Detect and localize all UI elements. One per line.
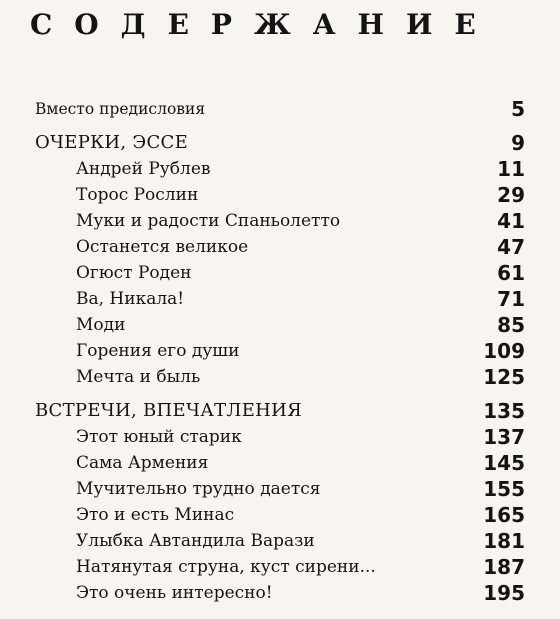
toc-entry xyxy=(0,450,560,476)
toc-entry-title: Огюст Роден xyxy=(76,263,192,283)
toc-entry-title: Этот юный старик xyxy=(76,427,242,447)
toc-section-heading xyxy=(0,398,560,424)
toc-entry-title: Муки и радости Спаньолетто xyxy=(76,211,341,231)
toc-entry-page: 125 xyxy=(483,365,525,389)
toc-entry xyxy=(0,554,560,580)
toc-entry-page: 165 xyxy=(483,503,525,527)
toc-entry xyxy=(0,260,560,286)
toc-entry xyxy=(0,338,560,364)
toc-entry-title: Вместо предисловия xyxy=(35,100,206,118)
toc-entry xyxy=(0,208,560,234)
toc-entry xyxy=(0,580,560,606)
toc-entry-title: ВСТРЕЧИ, ВПЕЧАТЛЕНИЯ xyxy=(35,400,303,421)
toc-entry xyxy=(0,364,560,390)
toc-entry-title: Сама Армения xyxy=(76,453,209,473)
toc-entry xyxy=(0,182,560,208)
toc-entry-page: 71 xyxy=(497,287,525,311)
toc-entry xyxy=(0,286,560,312)
toc-entry-title: Мучительно трудно дается xyxy=(76,479,321,499)
toc-entry-page: 155 xyxy=(483,477,525,501)
page-title: СОДЕРЖАНИЕ xyxy=(30,8,498,41)
toc-entry-page: 29 xyxy=(497,183,525,207)
toc-entry-page: 5 xyxy=(511,97,525,121)
toc-entry xyxy=(0,156,560,182)
toc-entry-title: Моди xyxy=(76,315,126,335)
toc-entry xyxy=(0,476,560,502)
toc-entry-page: 41 xyxy=(497,209,525,233)
toc-entry xyxy=(0,96,560,122)
toc-entry-title: Горения его души xyxy=(76,341,240,361)
toc-entry-title: ОЧЕРКИ, ЭССЕ xyxy=(35,132,189,153)
toc-entry-page: 181 xyxy=(483,529,525,553)
toc-entry xyxy=(0,234,560,260)
toc-entry-title: Ва, Никала! xyxy=(76,289,185,309)
toc-entry-page: 11 xyxy=(497,157,525,181)
toc-entry-page: 9 xyxy=(511,131,525,155)
toc-entry-title: Мечта и быль xyxy=(76,367,201,387)
toc-entry xyxy=(0,528,560,554)
toc-entry xyxy=(0,502,560,528)
toc-entry-title: Улыбка Автандила Варази xyxy=(76,531,315,551)
toc-entry-title: Натянутая струна, куст сирени... xyxy=(76,557,376,577)
toc-entry-page: 85 xyxy=(497,313,525,337)
toc-entry-page: 135 xyxy=(483,399,525,423)
toc-entry-page: 61 xyxy=(497,261,525,285)
toc-entry-page: 109 xyxy=(483,339,525,363)
toc-section-heading xyxy=(0,130,560,156)
toc-entry-page: 47 xyxy=(497,235,525,259)
toc-entry-title: Торос Рослин xyxy=(76,185,199,205)
toc-entry-title: Это и есть Минас xyxy=(76,505,235,525)
toc-entry-page: 137 xyxy=(483,425,525,449)
toc-entry xyxy=(0,312,560,338)
toc-entry-page: 195 xyxy=(483,581,525,605)
toc-entry-title: Останется великое xyxy=(76,237,249,257)
toc-entry-page: 187 xyxy=(483,555,525,579)
toc-entry-title: Андрей Рублев xyxy=(76,159,211,179)
toc-entry xyxy=(0,424,560,450)
toc-entry-page: 145 xyxy=(483,451,525,475)
toc-entry-title: Это очень интересно! xyxy=(76,583,273,603)
